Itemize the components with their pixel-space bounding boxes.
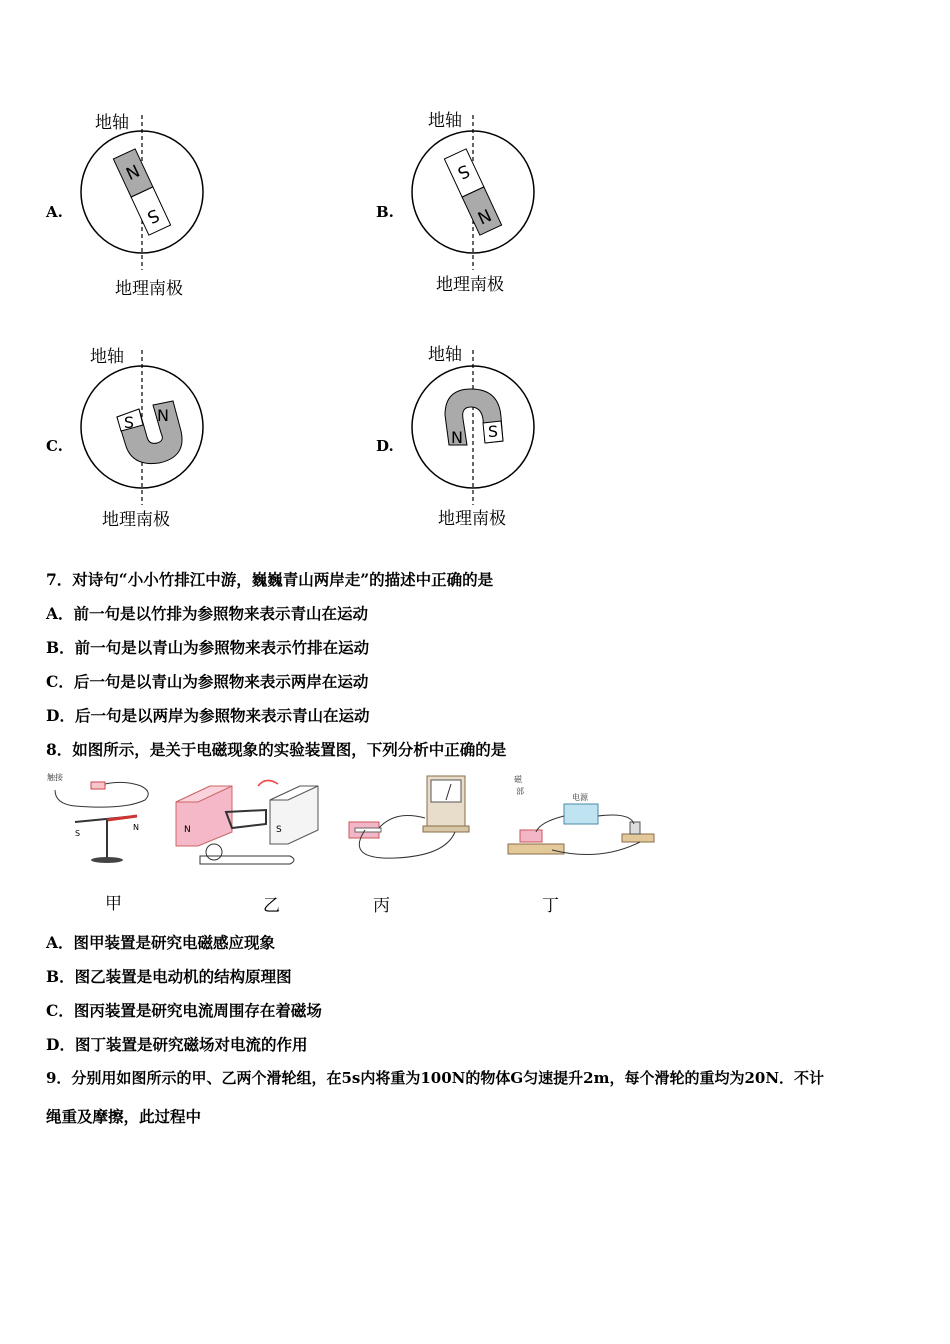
q8-fig-bing xyxy=(335,770,485,870)
q7-option-d: D．后一句是以两岸为参照物来表示青山在运动 xyxy=(46,706,370,725)
q8-fig-ding xyxy=(500,772,665,872)
fig-b-axis-label: 地轴 xyxy=(428,111,462,131)
fig-d-diagram xyxy=(405,345,545,510)
q9-line-1: 9．分别用如图所示的甲、乙两个滑轮组，在5s内将重为100N的物体G匀速提升2m，每个滑轮的重均为20N．不计 xyxy=(46,1069,825,1087)
q8-fig-jia-n: N xyxy=(133,823,139,832)
q8-label-ding: 丁 xyxy=(542,896,559,916)
fig-d-axis-label: 地轴 xyxy=(428,345,462,365)
fig-a-top-pole: N xyxy=(122,159,143,183)
fig-d-left-pole: N xyxy=(451,428,463,447)
q7-option-a: A．前一句是以竹排为参照物来表示青山在运动 xyxy=(46,604,369,623)
q9-line-2: 绳重及摩擦，此过程中 xyxy=(46,1107,202,1126)
option-letter-b: B. xyxy=(376,203,394,221)
q8-fig-ding-top2: 部 xyxy=(516,787,524,796)
fig-d-pole-label: 地理南极 xyxy=(438,509,506,529)
fig-c-axis-label: 地轴 xyxy=(90,347,124,367)
q8-fig-jia-s: S xyxy=(75,829,81,838)
q8-fig-yi-n: N xyxy=(184,825,191,835)
q8-label-bing: 丙 xyxy=(373,896,390,916)
q8-fig-jia xyxy=(45,770,155,870)
q8-stem: 8．如图所示，是关于电磁现象的实验装置图，下列分析中正确的是 xyxy=(46,740,507,759)
q8-fig-ding-box: 电源 xyxy=(572,793,588,802)
fig-c-pole-label: 地理南极 xyxy=(102,510,170,530)
fig-d-right-pole: S xyxy=(487,422,499,441)
q8-label-jia: 甲 xyxy=(105,894,122,914)
option-letter-c: C. xyxy=(46,437,63,455)
q8-fig-ding-top1: 磁 xyxy=(514,775,522,784)
fig-b-bottom-pole: N xyxy=(473,203,494,228)
fig-b-pole-label: 地理南极 xyxy=(436,275,504,295)
q8-fig-jia-top-label: 触接 xyxy=(47,773,63,782)
q8-option-a: A．图甲装置是研究电磁感应现象 xyxy=(46,933,276,952)
q8-fig-yi xyxy=(170,772,330,872)
fig-a-bottom-pole: S xyxy=(143,204,163,227)
q8-option-c: C．图丙装置是研究电流周围存在着磁场 xyxy=(46,1001,322,1020)
fig-b-top-pole: S xyxy=(454,159,473,183)
q8-option-b: B．图乙装置是电动机的结构原理图 xyxy=(46,967,292,986)
q7-stem: 7．对诗句“小小竹排江中游，巍巍青山两岸走”的描述中正确的是 xyxy=(46,570,494,589)
fig-b-diagram xyxy=(405,110,545,275)
fig-a-diagram xyxy=(75,110,215,275)
q7-option-c: C．后一句是以青山为参照物来表示两岸在运动 xyxy=(46,672,369,691)
fig-c-left-pole: S xyxy=(123,413,135,432)
q8-label-yi: 乙 xyxy=(263,896,280,916)
fig-a-pole-label: 地理南极 xyxy=(115,279,183,299)
fig-a-axis-label: 地轴 xyxy=(95,113,129,133)
q8-fig-yi-s: S xyxy=(276,825,282,835)
q7-option-b: B．前一句是以青山为参照物来表示竹排在运动 xyxy=(46,638,370,657)
fig-c-right-pole: N xyxy=(157,406,169,425)
q8-option-d: D．图丁装置是研究磁场对电流的作用 xyxy=(46,1035,308,1054)
option-letter-a: A. xyxy=(46,203,63,221)
option-letter-d: D. xyxy=(376,437,394,455)
fig-c-diagram xyxy=(75,345,215,510)
